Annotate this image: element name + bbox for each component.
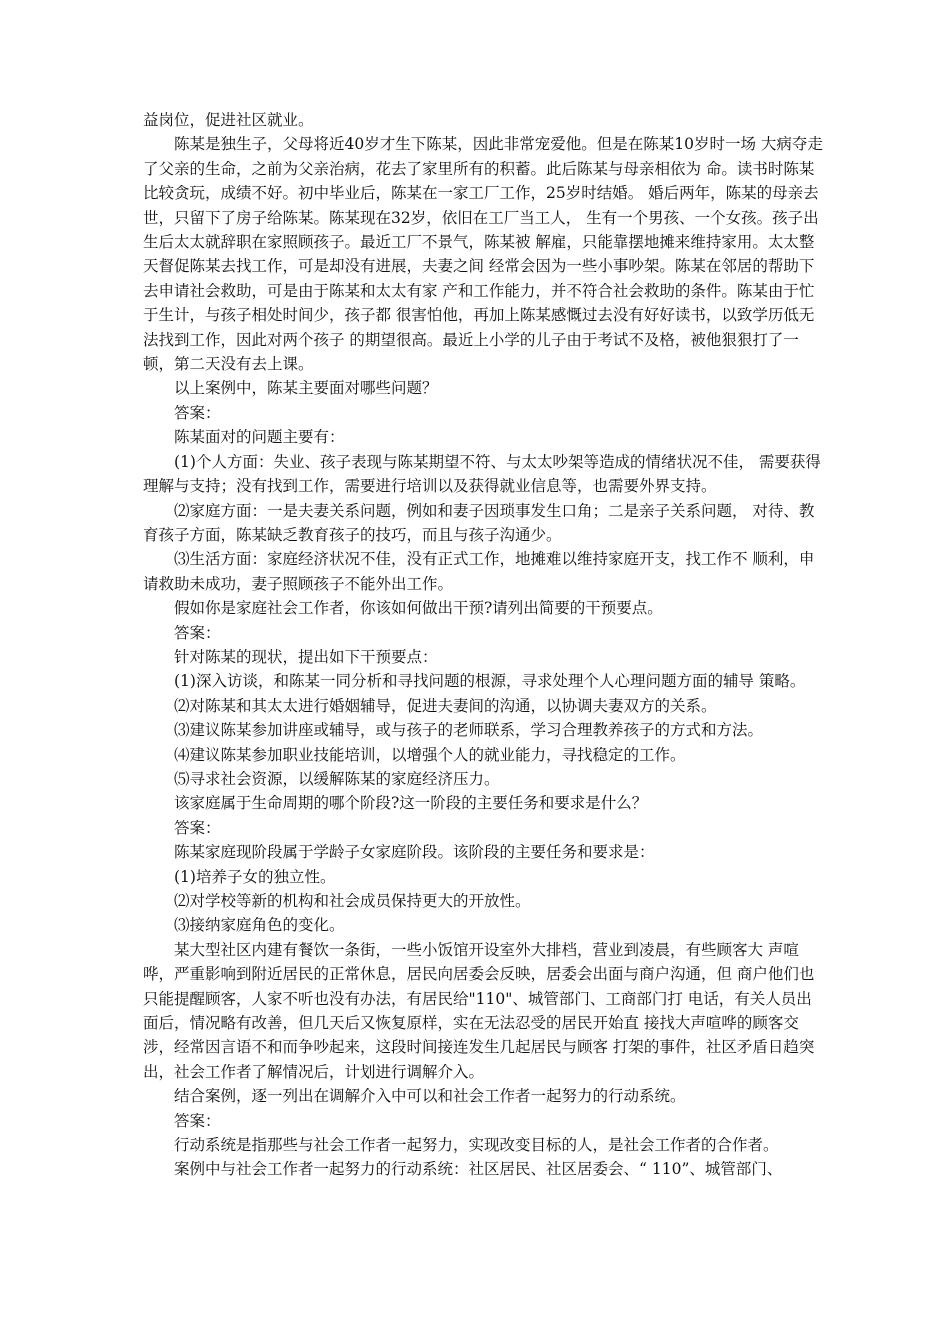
paragraph: 益岗位，促进社区就业。 (143, 111, 314, 129)
paragraph: ⑶建议陈某参加讲座或辅导，或与孩子的老师联系，学习合理教养孩子的方式和方法。 (174, 721, 764, 740)
paragraph: 结合案例，逐一列出在调解介入中可以和社会工作者一起努力的行动系统。 (174, 1087, 686, 1106)
paragraph: 假如你是家庭社会工作者，你该如何做出干预?请列出简要的干预要点。 (174, 599, 663, 618)
paragraph: 答案： (174, 818, 221, 837)
paragraph: 以上案例中，陈某主要面对哪些问题？ (174, 379, 438, 398)
paragraph: 答案： (174, 1111, 221, 1130)
paragraph: 答案： (174, 623, 221, 642)
paragraph: 某大型社区内建有餐饮一条街，一些小饭馆开设室外大排档，营业到凌晨，有些顾客大 声喧哗，严重影响到附近居民的正常休息，居民向居委会反映，居委会出面与商户沟通，但 商户他们也只能提醒顾客，人家不听也没有办法，有居民给"110"、城管部门、工商部门打 电话，有关人员出面后，情况略有改善，但几天后又恢复原样，实在无法忍受的居民开始直 接找大声喧哗的顾客交涉，经常因言语不和而争吵起来，这段时间接连发生几起居民与顾客 打架的事件，社区矛盾日趋突出，社会工作者了解情况后，计划进行调解介入。 (143, 940, 815, 1081)
paragraph: ⑸寻求社会资源，以缓解陈某的家庭经济压力。 (174, 769, 500, 788)
paragraph: ⑵家庭方面：一是夫妻关系问题，例如和妻子因琐事发生口角；二是亲子关系问题， 对待、教育孩子方面，陈某缺乏教育孩子的技巧，而且与孩子沟通少。 (143, 501, 815, 544)
paragraph: 陈某面对的问题主要有： (174, 428, 345, 447)
paragraph: (1)培养子女的独立性。 (174, 867, 336, 886)
paragraph: ⑶生活方面：家庭经济状况不佳，没有正式工作，地摊难以维持家庭开支，找工作不 顺利，申请救助未成功，妻子照顾孩子不能外出工作。 (143, 550, 815, 593)
paragraph: 案例中与社会工作者一起努力的行动系统：社区居民、社区居委会、“ 110”、城管部门、 (174, 1160, 783, 1179)
paragraph: ⑷建议陈某参加职业技能培训，以增强个人的就业能力，寻找稳定的工作。 (174, 745, 686, 764)
paragraph: 陈某是独生子，父母将近40岁才生下陈某，因此非常宠爱他。但是在陈某10岁时一场 大病夺走了父亲的生命，之前为父亲治病，花去了家里所有的积蓄。此后陈某与母亲相依为 命。读书时陈某比较贪玩，成绩不好。初中毕业后，陈某在一家工厂工作，25岁时结婚。 婚后两年，陈某的母亲去世，只留下了房子给陈某。陈某现在32岁，依旧在工厂当工人， 生有一个男孩、一个女孩。孩子出生后太太就辞职在家照顾孩子。最近工厂不景气，陈某被 解雇，只能靠摆地摊来维持家用。太太整天督促陈某去找工作，可是却没有进展，夫妻之间 经常会因为一些小事吵架。陈某在邻居的帮助下去申请社会救助，可是由于陈某和太太有家 产和工作能力，并不符合社会救助的条件。陈某由于忙于生计，与孩子相处时间少，孩子都 很害怕他，再加上陈某感慨过去没有好好读书，以致学历低无法找到工作，因此对两个孩子 的期望很高。最近上小学的儿子由于考试不及格，被他狠狠打了一顿，第二天没有去上课。 (143, 135, 823, 374)
paragraph: 答案： (174, 403, 221, 422)
document-page (143, 108, 823, 1182)
paragraph: ⑵对陈某和其太太进行婚姻辅导，促进夫妻间的沟通，以协调夫妻双方的关系。 (174, 696, 717, 715)
paragraph: (1)个人方面：失业、孩子表现与陈某期望不符、与太太吵架等造成的情绪状况不佳， 需要获得理解与支持；没有找到工作，需要进行培训以及获得就业信息等，也需要外界支持。 (143, 452, 821, 496)
paragraph: 行动系统是指那些与社会工作者一起努力，实现改变目标的人，是社会工作者的合作者。 (174, 1136, 779, 1155)
paragraph: 该家庭属于生命周期的哪个阶段?这一阶段的主要任务和要求是什么？ (174, 794, 648, 813)
paragraph: 针对陈某的现状，提出如下干预要点： (174, 647, 438, 666)
paragraph: ⑶接纳家庭角色的变化。 (174, 916, 345, 935)
paragraph: (1)深入访谈，和陈某一同分析和寻找问题的根源，寻求处理个人心理问题方面的辅导 策略。 (174, 672, 806, 691)
paragraph: ⑵对学校等新的机构和社会成员保持更大的开放性。 (174, 892, 531, 910)
paragraph: 陈某家庭现阶段属于学龄子女家庭阶段。该阶段的主要任务和要求是： (174, 843, 655, 862)
